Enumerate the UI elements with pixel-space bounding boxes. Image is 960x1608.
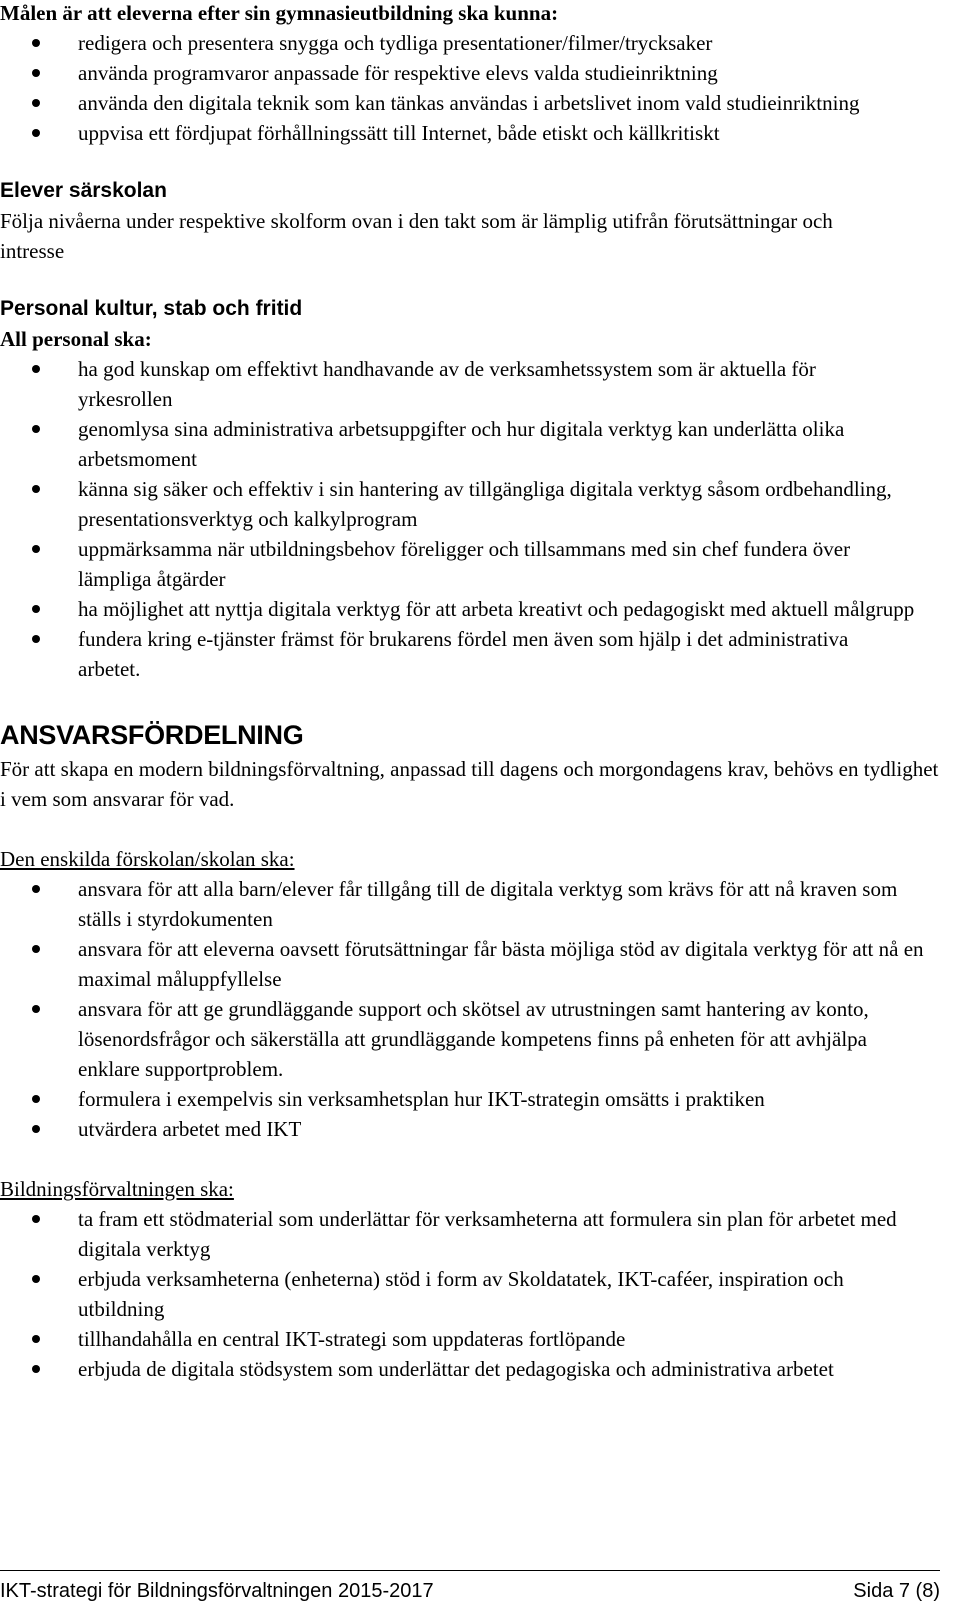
bullet-icon — [32, 69, 40, 77]
responsibility-text: För att skapa en modern bildningsförvaltning, anpassad till dagens och morgondagens krav, behövs en tydlighet i vem som ansvarar för vad. — [0, 757, 939, 811]
list-item: använda programvaror anpassade för respektive elevs valda studieinriktning — [0, 58, 940, 88]
personal-heading: Personal kultur, stab och fritid — [0, 297, 303, 320]
administration-heading: Bildningsförvaltningen ska: — [0, 1177, 234, 1201]
school-section — [0, 844, 940, 1144]
bullet-icon — [32, 1215, 40, 1223]
list-item: ansvara för att ge grundläggande support och skötsel av utrustningen samt hantering av konto, lösenordsfrågor och säkerställa att grundläggande kompetens finns på enheten för att avhjälpa enklare supportproblem. — [0, 994, 940, 1084]
page-number: Sida 7 (8) — [853, 1580, 940, 1602]
responsibility-heading: ANSVARSFÖRDELNING — [0, 720, 304, 750]
list-item: genomlysa sina administrativa arbetsuppgifter och hur digitala verktyg kan underlätta olika arbetsmoment — [0, 414, 940, 474]
list-item: redigera och presentera snygga och tydliga presentationer/filmer/trycksaker — [0, 28, 940, 58]
bullet-icon — [32, 1365, 40, 1373]
list-item: utvärdera arbetet med IKT — [0, 1114, 940, 1144]
list-item: uppmärksamma när utbildningsbehov föreligger och tillsammans med sin chef fundera över lämpliga åtgärder — [0, 534, 940, 594]
page-footer — [0, 1570, 940, 1605]
bullet-icon — [32, 1275, 40, 1283]
bullet-icon — [32, 1335, 40, 1343]
bullet-icon — [32, 485, 40, 493]
list-item: formulera i exempelvis sin verksamhetsplan hur IKT-strategin omsätts i praktiken — [0, 1084, 940, 1114]
bullet-icon — [32, 945, 40, 953]
list-item: använda den digitala teknik som kan tänkas användas i arbetslivet inom vald studieinriktning — [0, 88, 940, 118]
personal-section — [0, 294, 940, 684]
list-item: känna sig säker och effektiv i sin hantering av tillgängliga digitala verktyg såsom ordbehandling, presentationsverktyg och kalkylprogram — [0, 474, 940, 534]
school-list — [0, 874, 940, 1144]
list-item: erbjuda verksamheterna (enheterna) stöd i form av Skoldatatek, IKT-caféer, inspiration och utbildning — [0, 1264, 940, 1324]
footer-title: IKT-strategi för Bildningsförvaltningen 2015-2017 — [0, 1580, 434, 1602]
personal-subheading: All personal ska: — [0, 327, 152, 351]
bullet-icon — [32, 605, 40, 613]
list-item: erbjuda de digitala stödsystem som underlättar det pedagogiska och administrativa arbetet — [0, 1354, 940, 1384]
bullet-icon — [32, 39, 40, 47]
sarskolan-heading: Elever särskolan — [0, 179, 167, 202]
list-item: ansvara för att alla barn/elever får tillgång till de digitala verktyg som krävs för att nå kraven som ställs i styrdokumenten — [0, 874, 940, 934]
list-item: ha god kunskap om effektivt handhavande av de verksamhetssystem som är aktuella för yrkesrollen — [0, 354, 940, 414]
list-item: ansvara för att eleverna oavsett förutsättningar får bästa möjliga stöd av digitala verktyg för att nå en maximal måluppfyllelse — [0, 934, 940, 994]
list-item: uppvisa ett fördjupat förhållningssätt till Internet, både etiskt och källkritiskt — [0, 118, 940, 148]
sarskolan-text: Följa nivåerna under respektive skolform ovan i den takt som är lämplig utifrån förutsättningar och intresse — [0, 209, 833, 263]
goals-section — [0, 0, 940, 148]
bullet-icon — [32, 635, 40, 643]
goals-list — [0, 28, 940, 148]
list-item: ha möjlighet att nyttja digitala verktyg för att arbeta kreativt och pedagogiskt med aktuell målgrupp — [0, 594, 940, 624]
bullet-icon — [32, 129, 40, 137]
administration-section — [0, 1174, 940, 1384]
list-item: ta fram ett stödmaterial som underlättar för verksamheterna att formulera sin plan för arbetet med digitala verktyg — [0, 1204, 940, 1264]
responsibility-section — [0, 718, 940, 814]
bullet-icon — [32, 365, 40, 373]
school-heading: Den enskilda förskolan/skolan ska: — [0, 847, 295, 871]
bullet-icon — [32, 885, 40, 893]
bullet-icon — [32, 99, 40, 107]
list-item: fundera kring e-tjänster främst för brukarens fördel men även som hjälp i det administrativa arbetet. — [0, 624, 940, 684]
administration-list — [0, 1204, 940, 1384]
bullet-icon — [32, 1005, 40, 1013]
bullet-icon — [32, 425, 40, 433]
list-item: tillhandahålla en central IKT-strategi som uppdateras fortlöpande — [0, 1324, 940, 1354]
goals-heading: Målen är att eleverna efter sin gymnasieutbildning ska kunna: — [0, 1, 559, 25]
personal-list — [0, 354, 940, 684]
bullet-icon — [32, 545, 40, 553]
bullet-icon — [32, 1095, 40, 1103]
sarskolan-section — [0, 176, 940, 266]
bullet-icon — [32, 1125, 40, 1133]
